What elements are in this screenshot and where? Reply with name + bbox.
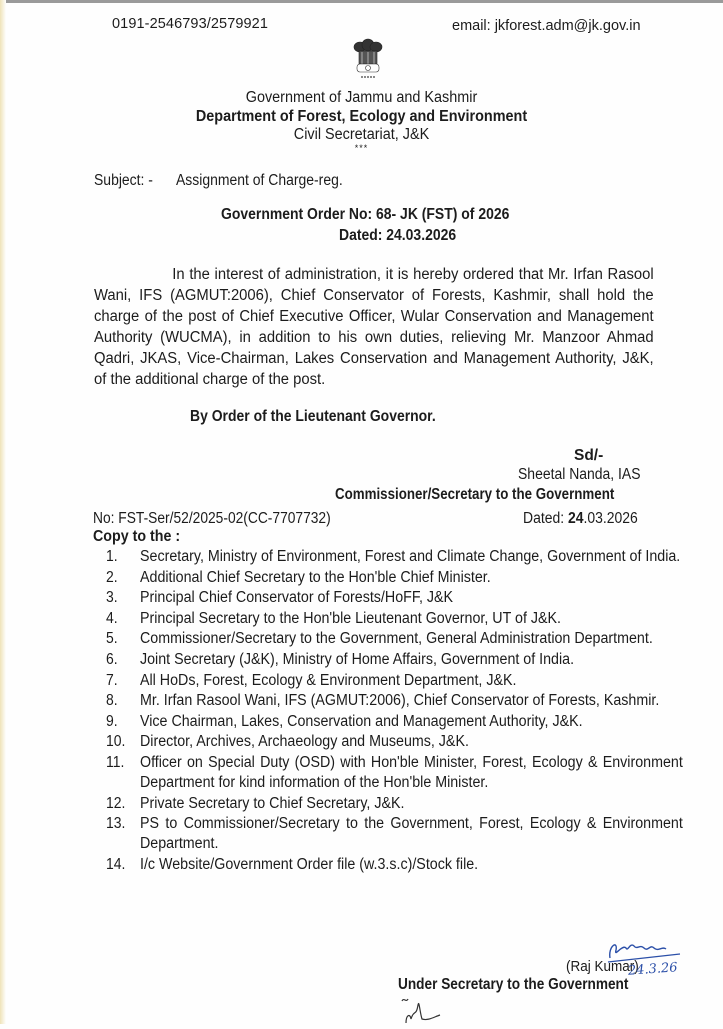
copy-to-item bbox=[106, 855, 706, 875]
copy-item-text: Additional Chief Secretary to the Hon'ble Chief Minister. bbox=[140, 568, 491, 586]
copy-to-item bbox=[106, 671, 706, 691]
signatory-name: Sheetal Nanda, IAS bbox=[518, 466, 641, 483]
copy-item-number: 10. bbox=[106, 733, 126, 751]
page-left-edge bbox=[0, 0, 6, 1024]
copy-item-text: PS to Commissioner/Secretary to the Government, Forest, Ecology & Environment Department. bbox=[140, 815, 683, 853]
office-name: Civil Secretariat, J&K bbox=[293, 126, 430, 143]
copy-item-text: Secretary, Ministry of Environment, Forest and Climate Change, Government of India. bbox=[140, 548, 681, 565]
copy-to-item bbox=[106, 814, 706, 854]
copy-item-number: 11. bbox=[106, 753, 125, 771]
copy-item-text: Principal Chief Conservator of Forests/HoFF, J&K bbox=[140, 589, 454, 607]
copy-item-number: 1. bbox=[106, 548, 118, 565]
initials-signature-icon bbox=[398, 995, 443, 1024]
copy-item-number: 6. bbox=[106, 650, 118, 668]
order-body: In the interest of administration, it is hereby ordered that Mr. Irfan Rasool Wani, IFS (AGMUT:2006), Chief Conservator of Forests, Kashmir, shall hold the charge of the post of Chief Executive Officer, Wular Conservation and Management Authority (WUCMA), in addition to his own duties, relieving Mr. Manzoor Ahmad Qadri, JKAS, Vice-Chairman, Lakes Conservation and Management Authority, J&K, of the additional charge of the post. bbox=[94, 266, 654, 388]
copy-to-heading: Copy to the : bbox=[93, 528, 181, 545]
copy-item-text: I/c Website/Government Order file (w.3.s.c)/Stock file. bbox=[140, 855, 479, 873]
copy-to-item bbox=[106, 794, 706, 814]
copy-item-text: Mr. Irfan Rasool Wani, IFS (AGMUT:2006), Chief Conservator of Forests, Kashmir. bbox=[140, 692, 660, 710]
copy-item-number: 9. bbox=[106, 712, 118, 730]
copy-to-item bbox=[106, 629, 706, 649]
copy-item-text: Commissioner/Secretary to the Government, General Administration Department. bbox=[140, 630, 653, 648]
copy-item-number: 13. bbox=[106, 815, 126, 833]
copy-to-item bbox=[106, 650, 706, 670]
copy-to-item bbox=[106, 568, 706, 588]
copy-item-number: 3. bbox=[106, 589, 118, 607]
reference-date-rest: .03.2026 bbox=[583, 510, 638, 527]
copy-item-text: Private Secretary to Chief Secretary, J&K. bbox=[140, 794, 405, 812]
page-top-edge bbox=[0, 0, 723, 3]
reference-number: No: FST-Ser/52/2025-02(CC-7707732) bbox=[93, 510, 331, 527]
handwritten-date: 24.3.26 bbox=[627, 960, 679, 979]
order-date: Dated: 24.03.2026 bbox=[339, 227, 457, 244]
copy-item-number: 4. bbox=[106, 609, 118, 627]
header-separator: *** bbox=[354, 143, 369, 153]
copy-to-list bbox=[106, 547, 706, 875]
by-order-line: By Order of the Lieutenant Governor. bbox=[190, 408, 436, 425]
copy-to-item bbox=[106, 753, 706, 793]
phone-number: 0191-2546793/2579921 bbox=[112, 16, 269, 32]
copy-item-text: Director, Archives, Archaeology and Museums, J&K. bbox=[140, 733, 469, 751]
reference-date bbox=[523, 510, 638, 528]
under-secretary-name: (Raj Kumar) bbox=[566, 958, 639, 975]
order-number: Government Order No: 68- JK (FST) of 2026 bbox=[221, 206, 510, 223]
copy-to-item bbox=[106, 609, 706, 629]
government-name: Government of Jammu and Kashmir bbox=[245, 89, 478, 106]
reference-date-label: Dated: bbox=[523, 510, 568, 527]
signed-mark: Sd/- bbox=[574, 447, 604, 464]
copy-to-item bbox=[106, 691, 706, 711]
copy-item-number: 5. bbox=[106, 630, 118, 648]
subject-text: Assignment of Charge-reg. bbox=[176, 172, 343, 189]
reference-date-day: 24 bbox=[567, 510, 584, 527]
signatory-title: Commissioner/Secretary to the Government bbox=[335, 486, 615, 503]
copy-to-item bbox=[106, 547, 706, 567]
copy-item-number: 12. bbox=[106, 794, 126, 812]
copy-to-item bbox=[106, 732, 706, 752]
copy-item-text: Vice Chairman, Lakes, Conservation and Management Authority, J&K. bbox=[140, 712, 583, 730]
copy-to-item bbox=[106, 712, 706, 732]
copy-item-number: 8. bbox=[106, 692, 118, 710]
copy-item-text: Officer on Special Duty (OSD) with Hon'ble Minister, Forest, Ecology & Environment Department for kind information of the Hon'ble Minister. bbox=[140, 753, 683, 791]
copy-item-number: 7. bbox=[106, 671, 118, 689]
subject-label: Subject: - bbox=[94, 172, 153, 189]
copy-item-text: Joint Secretary (J&K), Ministry of Home Affairs, Government of India. bbox=[140, 650, 575, 668]
copy-item-text: Principal Secretary to the Hon'ble Lieutenant Governor, UT of J&K. bbox=[140, 609, 561, 627]
copy-item-number: 14. bbox=[106, 855, 126, 873]
state-emblem-icon bbox=[348, 38, 388, 84]
department-name: Department of Forest, Ecology and Environment bbox=[195, 108, 528, 125]
email-address: email: jkforest.adm@jk.gov.in bbox=[452, 18, 641, 34]
copy-to-item bbox=[106, 588, 706, 608]
copy-item-text: All HoDs, Forest, Ecology & Environment Department, J&K. bbox=[140, 671, 517, 689]
under-secretary-title: Under Secretary to the Government bbox=[398, 976, 629, 993]
copy-item-number: 2. bbox=[106, 568, 118, 586]
